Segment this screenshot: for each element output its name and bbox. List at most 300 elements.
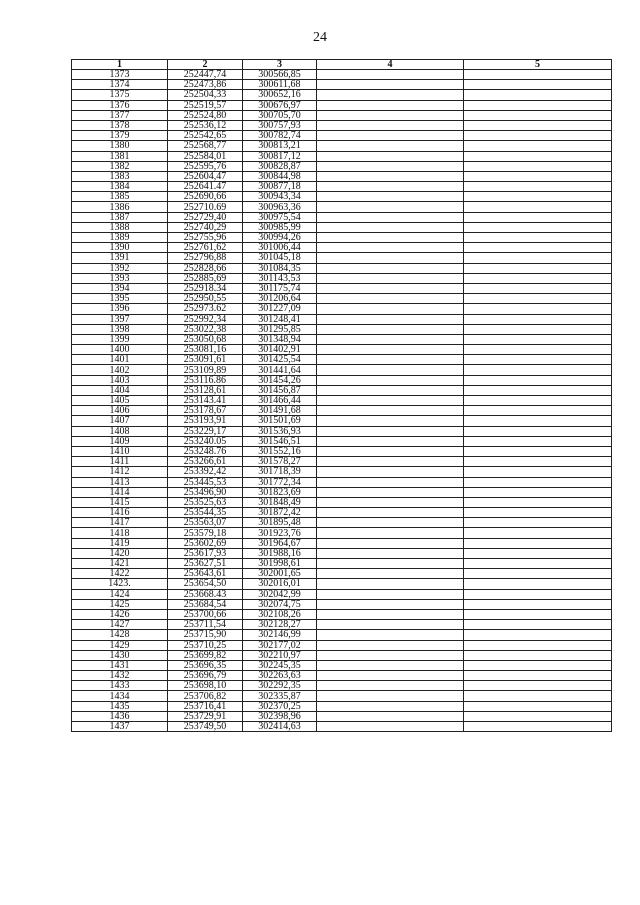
table-row [72,141,612,151]
column-4-cell [317,426,464,436]
point-number-cell: 1434 [72,691,168,701]
x-coordinate-cell: 253091,61 [168,355,243,365]
table-row [72,294,612,304]
column-5-cell [464,90,612,100]
column-5-cell [464,457,612,467]
column-4-cell [317,701,464,711]
x-coordinate-cell: 252710.69 [168,202,243,212]
column-4-cell [317,487,464,497]
x-coordinate-cell: 252536,12 [168,120,243,130]
x-coordinate-cell: 253128,61 [168,385,243,395]
y-coordinate-cell: 302210,97 [243,650,317,660]
y-coordinate-cell: 300566,85 [243,70,317,80]
point-number-cell: 1387 [72,212,168,222]
table-header-row [72,60,612,70]
column-4-cell [317,589,464,599]
column-5-cell [464,80,612,90]
x-coordinate-cell: 253699,82 [168,650,243,660]
column-4-cell [317,283,464,293]
column-4-cell [317,243,464,253]
column-5-cell [464,375,612,385]
column-5-cell [464,222,612,232]
column-4-cell [317,711,464,721]
point-number-cell: 1396 [72,304,168,314]
point-number-cell: 1418 [72,528,168,538]
table-row [72,304,612,314]
table-row [72,681,612,691]
point-number-cell: 1415 [72,497,168,507]
y-coordinate-cell: 300611,68 [243,80,317,90]
y-coordinate-cell: 301084,35 [243,263,317,273]
y-coordinate-cell: 301227,09 [243,304,317,314]
table-row [72,80,612,90]
column-4-cell [317,304,464,314]
x-coordinate-cell: 253684,54 [168,599,243,609]
x-coordinate-cell: 252504,33 [168,90,243,100]
y-coordinate-cell: 302263,63 [243,671,317,681]
point-number-cell: 1405 [72,396,168,406]
table-row [72,477,612,487]
point-number-cell: 1407 [72,416,168,426]
y-coordinate-cell: 301295,85 [243,324,317,334]
x-coordinate-cell: 253496,90 [168,487,243,497]
column-4-cell [317,497,464,507]
column-4-cell [317,660,464,670]
column-5-cell [464,477,612,487]
table-row [72,569,612,579]
y-coordinate-cell: 302042,99 [243,589,317,599]
column-5-cell [464,640,612,650]
column-4-cell [317,263,464,273]
point-number-cell: 1397 [72,314,168,324]
column-5-cell [464,701,612,711]
column-5-cell [464,171,612,181]
table-row [72,222,612,232]
table-row [72,436,612,446]
y-coordinate-cell: 300782,74 [243,131,317,141]
table-row [72,640,612,650]
column-5-cell [464,599,612,609]
column-4-cell [317,222,464,232]
table-row [72,518,612,528]
table-row [72,650,612,660]
point-number-cell: 1401 [72,355,168,365]
x-coordinate-cell: 252604,47 [168,171,243,181]
point-number-cell: 1431 [72,660,168,670]
x-coordinate-cell: 252542,65 [168,131,243,141]
y-coordinate-cell: 301718,39 [243,467,317,477]
column-4-cell [317,650,464,660]
column-5-cell [464,283,612,293]
column-4-cell [317,253,464,263]
x-coordinate-cell: 252755,96 [168,233,243,243]
x-coordinate-cell: 252690,66 [168,192,243,202]
table-row [72,660,612,670]
point-number-cell: 1376 [72,100,168,110]
y-coordinate-cell: 301895,48 [243,518,317,528]
point-number-cell: 1419 [72,538,168,548]
column-5-cell [464,151,612,161]
table-body [72,70,612,732]
column-5-cell [464,233,612,243]
table-row [72,446,612,456]
column-4-cell [317,467,464,477]
column-5-cell [464,589,612,599]
point-number-cell: 1430 [72,650,168,660]
point-number-cell: 1432 [72,671,168,681]
point-number-cell: 1382 [72,161,168,171]
column-5-cell [464,528,612,538]
table-row [72,599,612,609]
x-coordinate-cell: 253706,82 [168,691,243,701]
x-coordinate-cell: 252641.47 [168,182,243,192]
y-coordinate-cell: 302370,25 [243,701,317,711]
point-number-cell: 1437 [72,722,168,732]
column-4-cell [317,334,464,344]
column-5-cell [464,650,612,660]
table-row [72,385,612,395]
column-4-cell [317,385,464,395]
table-row [72,110,612,120]
table-row [72,722,612,732]
point-number-cell: 1374 [72,80,168,90]
table-row [72,151,612,161]
column-5-cell [464,294,612,304]
column-4-cell [317,80,464,90]
y-coordinate-cell: 302177,02 [243,640,317,650]
column-header-1: 1 [72,60,168,70]
column-4-cell [317,192,464,202]
x-coordinate-cell: 253602,69 [168,538,243,548]
table-row [72,90,612,100]
table-row [72,416,612,426]
y-coordinate-cell: 302414,63 [243,722,317,732]
table-row [72,701,612,711]
table-row [72,243,612,253]
column-5-cell [464,406,612,416]
y-coordinate-cell: 301454,26 [243,375,317,385]
x-coordinate-cell: 252992,34 [168,314,243,324]
column-4-cell [317,508,464,518]
column-4-cell [317,233,464,243]
table-row [72,579,612,589]
point-number-cell: 1391 [72,253,168,263]
point-number-cell: 1436 [72,711,168,721]
column-4-cell [317,161,464,171]
x-coordinate-cell: 252885,69 [168,273,243,283]
x-coordinate-cell: 253525,63 [168,497,243,507]
table-row [72,131,612,141]
point-number-cell: 1406 [72,406,168,416]
column-header-3: 3 [243,60,317,70]
point-number-cell: 1392 [72,263,168,273]
column-4-cell [317,477,464,487]
column-4-cell [317,406,464,416]
x-coordinate-cell: 252828,66 [168,263,243,273]
x-coordinate-cell: 253696,35 [168,660,243,670]
point-number-cell: 1378 [72,120,168,130]
table-row [72,273,612,283]
x-coordinate-cell: 252918.34 [168,283,243,293]
x-coordinate-cell: 253729,91 [168,711,243,721]
column-5-cell [464,263,612,273]
x-coordinate-cell: 252973.62 [168,304,243,314]
table-row [72,171,612,181]
y-coordinate-cell: 300975,54 [243,212,317,222]
column-4-cell [317,609,464,619]
column-5-cell [464,202,612,212]
column-4-cell [317,345,464,355]
column-4-cell [317,416,464,426]
column-5-cell [464,446,612,456]
column-4-cell [317,100,464,110]
y-coordinate-cell: 301848,49 [243,497,317,507]
x-coordinate-cell: 253248.76 [168,446,243,456]
table-row [72,630,612,640]
column-5-cell [464,314,612,324]
column-4-cell [317,518,464,528]
x-coordinate-cell: 253193,91 [168,416,243,426]
column-4-cell [317,365,464,375]
column-5-cell [464,345,612,355]
y-coordinate-cell: 301923,76 [243,528,317,538]
table-row [72,609,612,619]
column-5-cell [464,426,612,436]
column-5-cell [464,253,612,263]
y-coordinate-cell: 300994,26 [243,233,317,243]
point-number-cell: 1386 [72,202,168,212]
table-row [72,70,612,80]
point-number-cell: 1379 [72,131,168,141]
column-4-cell [317,151,464,161]
table-row [72,120,612,130]
x-coordinate-cell: 252796,88 [168,253,243,263]
point-number-cell: 1435 [72,701,168,711]
x-coordinate-cell: 253617,93 [168,548,243,558]
point-number-cell: 1424 [72,589,168,599]
y-coordinate-cell: 301143,53 [243,273,317,283]
table-row [72,100,612,110]
column-5-cell [464,192,612,202]
column-4-cell [317,620,464,630]
table-row [72,334,612,344]
column-4-cell [317,273,464,283]
column-5-cell [464,273,612,283]
column-4-cell [317,446,464,456]
column-4-cell [317,314,464,324]
column-5-cell [464,660,612,670]
table-row [72,314,612,324]
point-number-cell: 1411 [72,457,168,467]
column-4-cell [317,110,464,120]
column-5-cell [464,497,612,507]
column-5-cell [464,467,612,477]
point-number-cell: 1393 [72,273,168,283]
y-coordinate-cell: 301175,74 [243,283,317,293]
table-row [72,182,612,192]
x-coordinate-cell: 253668.43 [168,589,243,599]
x-coordinate-cell: 253715,90 [168,630,243,640]
column-5-cell [464,548,612,558]
column-4-cell [317,457,464,467]
table-row [72,671,612,681]
point-number-cell: 1388 [72,222,168,232]
y-coordinate-cell: 301988,16 [243,548,317,558]
point-number-cell: 1412 [72,467,168,477]
x-coordinate-cell: 253050,68 [168,334,243,344]
x-coordinate-cell: 253711,54 [168,620,243,630]
column-4-cell [317,171,464,181]
column-4-cell [317,630,464,640]
y-coordinate-cell: 301348,94 [243,334,317,344]
column-5-cell [464,620,612,630]
x-coordinate-cell: 253698,10 [168,681,243,691]
column-header-4: 4 [317,60,464,70]
column-4-cell [317,294,464,304]
column-5-cell [464,508,612,518]
y-coordinate-cell: 300813,21 [243,141,317,151]
y-coordinate-cell: 302001,65 [243,569,317,579]
table-row [72,497,612,507]
point-number-cell: 1373 [72,70,168,80]
column-4-cell [317,671,464,681]
y-coordinate-cell: 301872,42 [243,508,317,518]
x-coordinate-cell: 253579,18 [168,528,243,538]
point-number-cell: 1421 [72,559,168,569]
column-5-cell [464,711,612,721]
column-4-cell [317,355,464,365]
coordinates-table [71,59,612,732]
point-number-cell: 1429 [72,640,168,650]
column-5-cell [464,681,612,691]
column-5-cell [464,630,612,640]
table-row [72,192,612,202]
point-number-cell: 1402 [72,365,168,375]
column-5-cell [464,722,612,732]
column-4-cell [317,599,464,609]
y-coordinate-cell: 301456,87 [243,385,317,395]
y-coordinate-cell: 300985,99 [243,222,317,232]
column-4-cell [317,120,464,130]
column-4-cell [317,324,464,334]
column-5-cell [464,304,612,314]
y-coordinate-cell: 301998,61 [243,559,317,569]
table-row [72,457,612,467]
column-4-cell [317,569,464,579]
column-header-5: 5 [464,60,612,70]
column-4-cell [317,202,464,212]
x-coordinate-cell: 253392,42 [168,467,243,477]
x-coordinate-cell: 253544,35 [168,508,243,518]
column-5-cell [464,324,612,334]
y-coordinate-cell: 301206,64 [243,294,317,304]
column-4-cell [317,579,464,589]
table-row [72,324,612,334]
y-coordinate-cell: 302128,27 [243,620,317,630]
column-4-cell [317,396,464,406]
y-coordinate-cell: 301578,27 [243,457,317,467]
x-coordinate-cell: 253022,38 [168,324,243,334]
column-5-cell [464,569,612,579]
x-coordinate-cell: 253696,79 [168,671,243,681]
x-coordinate-cell: 252761,62 [168,243,243,253]
y-coordinate-cell: 302108,26 [243,609,317,619]
point-number-cell: 1420 [72,548,168,558]
point-number-cell: 1400 [72,345,168,355]
column-5-cell [464,559,612,569]
column-5-cell [464,120,612,130]
x-coordinate-cell: 252447,74 [168,70,243,80]
x-coordinate-cell: 253109,89 [168,365,243,375]
column-5-cell [464,538,612,548]
table-row [72,283,612,293]
point-number-cell: 1381 [72,151,168,161]
column-4-cell [317,681,464,691]
y-coordinate-cell: 301546,51 [243,436,317,446]
column-4-cell [317,722,464,732]
x-coordinate-cell: 252950,55 [168,294,243,304]
point-number-cell: 1426 [72,609,168,619]
x-coordinate-cell: 253749,50 [168,722,243,732]
x-coordinate-cell: 252524,80 [168,110,243,120]
column-4-cell [317,528,464,538]
y-coordinate-cell: 302335,87 [243,691,317,701]
y-coordinate-cell: 301552,16 [243,446,317,456]
y-coordinate-cell: 302016,01 [243,579,317,589]
column-5-cell [464,182,612,192]
column-4-cell [317,559,464,569]
point-number-cell: 1404 [72,385,168,395]
y-coordinate-cell: 300705,70 [243,110,317,120]
point-number-cell: 1377 [72,110,168,120]
column-5-cell [464,487,612,497]
y-coordinate-cell: 300652,16 [243,90,317,100]
point-number-cell: 1408 [72,426,168,436]
column-4-cell [317,141,464,151]
point-number-cell: 1433 [72,681,168,691]
column-5-cell [464,385,612,395]
column-5-cell [464,70,612,80]
y-coordinate-cell: 300963,36 [243,202,317,212]
x-coordinate-cell: 252568,77 [168,141,243,151]
column-4-cell [317,691,464,701]
column-4-cell [317,182,464,192]
table-row [72,487,612,497]
point-number-cell: 1416 [72,508,168,518]
x-coordinate-cell: 253700,66 [168,609,243,619]
column-5-cell [464,334,612,344]
column-4-cell [317,436,464,446]
column-4-cell [317,538,464,548]
point-number-cell: 1410 [72,446,168,456]
y-coordinate-cell: 302074,75 [243,599,317,609]
y-coordinate-cell: 301248,41 [243,314,317,324]
table-row [72,406,612,416]
y-coordinate-cell: 301006,44 [243,243,317,253]
column-4-cell [317,375,464,385]
y-coordinate-cell: 301491,68 [243,406,317,416]
column-4-cell [317,70,464,80]
y-coordinate-cell: 301402,91 [243,345,317,355]
x-coordinate-cell: 253178,67 [168,406,243,416]
point-number-cell: 1427 [72,620,168,630]
y-coordinate-cell: 301823,69 [243,487,317,497]
table-row [72,212,612,222]
point-number-cell: 1399 [72,334,168,344]
x-coordinate-cell: 252740,29 [168,222,243,232]
column-5-cell [464,161,612,171]
table-row [72,263,612,273]
